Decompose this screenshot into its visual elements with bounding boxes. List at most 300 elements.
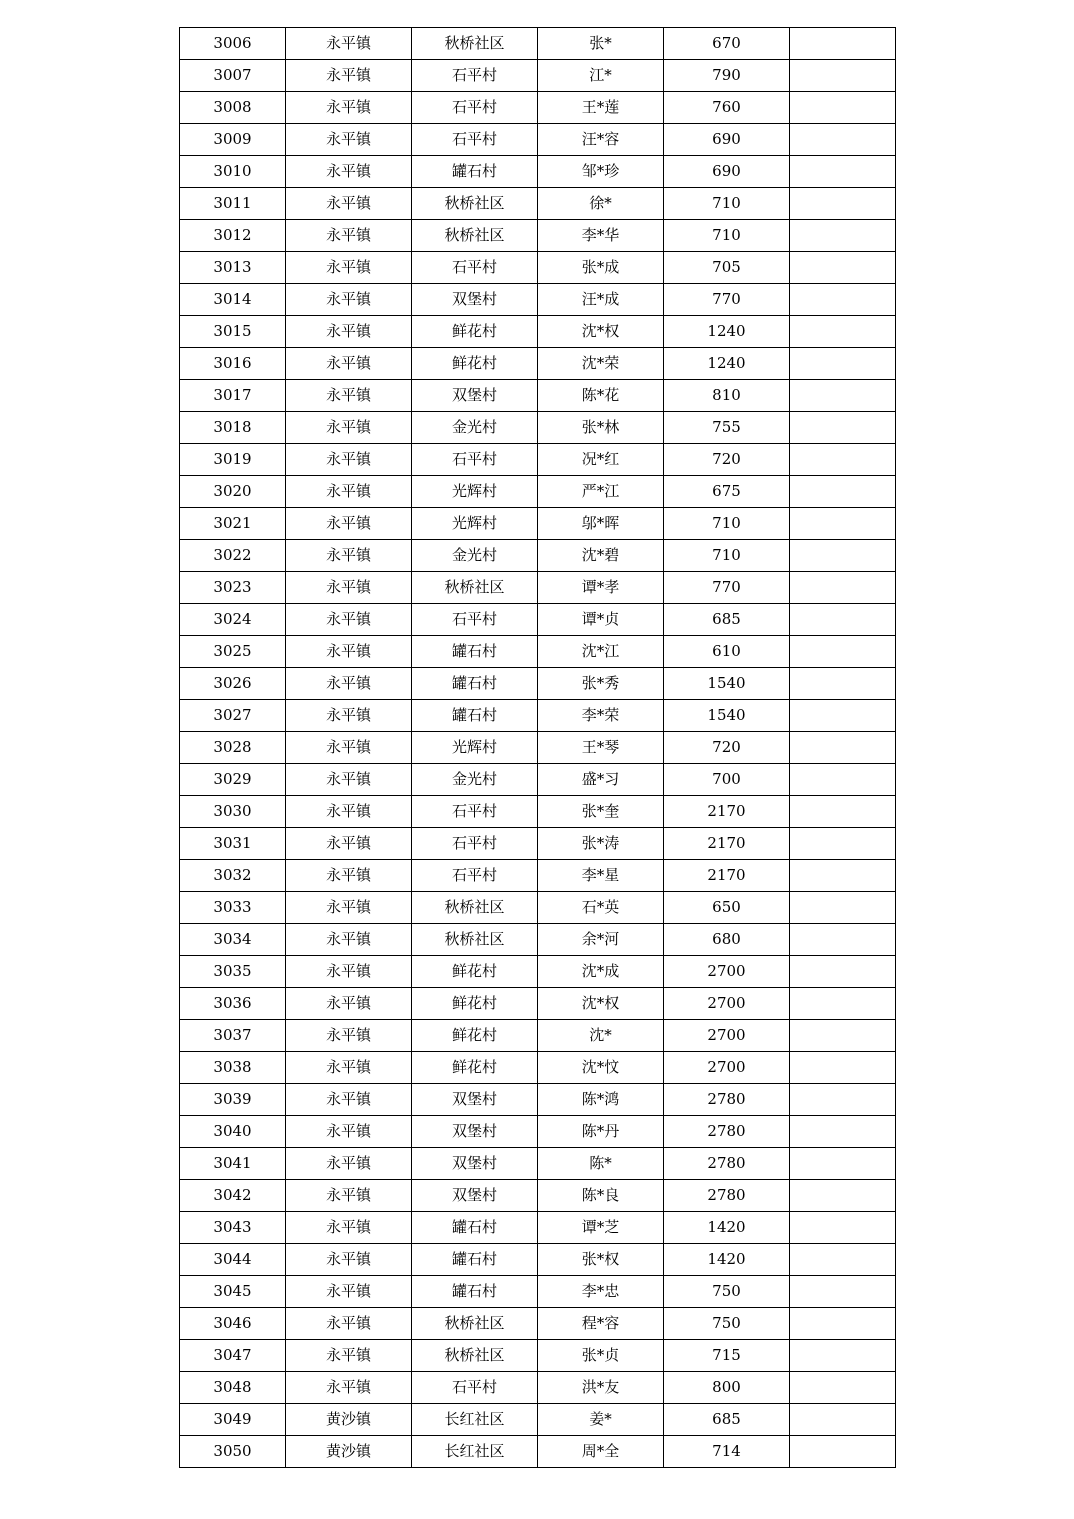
cell-serial-number: 3016 <box>180 348 286 380</box>
data-table <box>179 27 896 1468</box>
cell-serial-number: 3035 <box>180 956 286 988</box>
cell-name: 沈*权 <box>538 316 664 348</box>
cell-name: 沈*江 <box>538 636 664 668</box>
cell-name: 王*莲 <box>538 92 664 124</box>
table-row <box>180 604 896 636</box>
cell-serial-number: 3017 <box>180 380 286 412</box>
table-row <box>180 220 896 252</box>
cell-village: 金光村 <box>412 764 538 796</box>
cell-village: 秋桥社区 <box>412 924 538 956</box>
table-row <box>180 732 896 764</box>
cell-amount: 675 <box>664 476 790 508</box>
table-row <box>180 1436 896 1468</box>
cell-name: 沈*成 <box>538 956 664 988</box>
cell-name: 石*英 <box>538 892 664 924</box>
cell-name: 张*奎 <box>538 796 664 828</box>
cell-serial-number: 3038 <box>180 1052 286 1084</box>
cell-town: 永平镇 <box>286 188 412 220</box>
cell-town: 永平镇 <box>286 540 412 572</box>
cell-note <box>790 892 896 924</box>
cell-serial-number: 3010 <box>180 156 286 188</box>
cell-amount: 2780 <box>664 1084 790 1116</box>
cell-note <box>790 796 896 828</box>
cell-name: 张*林 <box>538 412 664 444</box>
cell-serial-number: 3032 <box>180 860 286 892</box>
cell-town: 永平镇 <box>286 508 412 540</box>
table-row <box>180 508 896 540</box>
cell-name: 王*琴 <box>538 732 664 764</box>
cell-town: 永平镇 <box>286 764 412 796</box>
table-row <box>180 540 896 572</box>
cell-name: 汪*容 <box>538 124 664 156</box>
cell-note <box>790 1180 896 1212</box>
cell-name: 张*成 <box>538 252 664 284</box>
table-row <box>180 252 896 284</box>
cell-town: 黄沙镇 <box>286 1404 412 1436</box>
cell-note <box>790 220 896 252</box>
cell-note <box>790 252 896 284</box>
cell-serial-number: 3046 <box>180 1308 286 1340</box>
cell-name: 严*江 <box>538 476 664 508</box>
cell-note <box>790 1404 896 1436</box>
cell-town: 永平镇 <box>286 1372 412 1404</box>
cell-name: 洪*友 <box>538 1372 664 1404</box>
cell-note <box>790 732 896 764</box>
cell-serial-number: 3040 <box>180 1116 286 1148</box>
cell-amount: 750 <box>664 1276 790 1308</box>
cell-amount: 2780 <box>664 1116 790 1148</box>
table-row <box>180 348 896 380</box>
table-row <box>180 1116 896 1148</box>
cell-town: 永平镇 <box>286 1276 412 1308</box>
cell-town: 永平镇 <box>286 60 412 92</box>
table-row <box>180 316 896 348</box>
cell-name: 沈* <box>538 1020 664 1052</box>
cell-serial-number: 3045 <box>180 1276 286 1308</box>
cell-note <box>790 284 896 316</box>
cell-name: 张*贞 <box>538 1340 664 1372</box>
cell-name: 姜* <box>538 1404 664 1436</box>
cell-serial-number: 3026 <box>180 668 286 700</box>
cell-amount: 2170 <box>664 828 790 860</box>
cell-village: 长红社区 <box>412 1436 538 1468</box>
cell-note <box>790 828 896 860</box>
table-row <box>180 1020 896 1052</box>
cell-town: 永平镇 <box>286 1212 412 1244</box>
cell-note <box>790 956 896 988</box>
cell-amount: 610 <box>664 636 790 668</box>
cell-amount: 2170 <box>664 860 790 892</box>
cell-village: 双堡村 <box>412 380 538 412</box>
cell-name: 李*忠 <box>538 1276 664 1308</box>
cell-note <box>790 1340 896 1372</box>
cell-village: 石平村 <box>412 124 538 156</box>
cell-village: 罐石村 <box>412 668 538 700</box>
cell-amount: 720 <box>664 444 790 476</box>
cell-amount: 770 <box>664 284 790 316</box>
cell-village: 鲜花村 <box>412 348 538 380</box>
cell-name: 陈*丹 <box>538 1116 664 1148</box>
cell-town: 永平镇 <box>286 636 412 668</box>
cell-name: 陈*花 <box>538 380 664 412</box>
table-row <box>180 860 896 892</box>
cell-note <box>790 668 896 700</box>
cell-village: 光辉村 <box>412 476 538 508</box>
cell-village: 秋桥社区 <box>412 1340 538 1372</box>
cell-note <box>790 316 896 348</box>
cell-note <box>790 1148 896 1180</box>
cell-serial-number: 3044 <box>180 1244 286 1276</box>
table-body <box>180 28 896 1468</box>
table-row <box>180 1340 896 1372</box>
cell-serial-number: 3034 <box>180 924 286 956</box>
cell-village: 秋桥社区 <box>412 892 538 924</box>
table-row <box>180 796 896 828</box>
cell-serial-number: 3037 <box>180 1020 286 1052</box>
cell-amount: 2780 <box>664 1148 790 1180</box>
cell-village: 秋桥社区 <box>412 220 538 252</box>
cell-note <box>790 988 896 1020</box>
table-row <box>180 892 896 924</box>
cell-serial-number: 3014 <box>180 284 286 316</box>
cell-town: 永平镇 <box>286 316 412 348</box>
cell-serial-number: 3008 <box>180 92 286 124</box>
cell-note <box>790 124 896 156</box>
cell-serial-number: 3019 <box>180 444 286 476</box>
cell-note <box>790 156 896 188</box>
cell-amount: 2700 <box>664 1020 790 1052</box>
cell-town: 永平镇 <box>286 924 412 956</box>
cell-amount: 710 <box>664 220 790 252</box>
cell-amount: 690 <box>664 156 790 188</box>
cell-name: 程*容 <box>538 1308 664 1340</box>
cell-serial-number: 3009 <box>180 124 286 156</box>
cell-name: 谭*孝 <box>538 572 664 604</box>
cell-name: 李*星 <box>538 860 664 892</box>
cell-village: 石平村 <box>412 92 538 124</box>
cell-serial-number: 3047 <box>180 1340 286 1372</box>
cell-serial-number: 3013 <box>180 252 286 284</box>
cell-village: 鲜花村 <box>412 956 538 988</box>
cell-serial-number: 3043 <box>180 1212 286 1244</box>
cell-village: 光辉村 <box>412 508 538 540</box>
cell-note <box>790 860 896 892</box>
cell-serial-number: 3048 <box>180 1372 286 1404</box>
cell-name: 汪*成 <box>538 284 664 316</box>
cell-amount: 2170 <box>664 796 790 828</box>
cell-serial-number: 3015 <box>180 316 286 348</box>
cell-serial-number: 3027 <box>180 700 286 732</box>
cell-name: 李*荣 <box>538 700 664 732</box>
table-row <box>180 476 896 508</box>
table-row <box>180 1148 896 1180</box>
cell-note <box>790 700 896 732</box>
cell-name: 周*全 <box>538 1436 664 1468</box>
table-row <box>180 988 896 1020</box>
cell-town: 永平镇 <box>286 380 412 412</box>
cell-town: 永平镇 <box>286 1052 412 1084</box>
cell-amount: 670 <box>664 28 790 60</box>
cell-name: 况*红 <box>538 444 664 476</box>
table-row <box>180 284 896 316</box>
table-row <box>180 700 896 732</box>
cell-amount: 714 <box>664 1436 790 1468</box>
table-row <box>180 1308 896 1340</box>
cell-amount: 1420 <box>664 1212 790 1244</box>
cell-note <box>790 1052 896 1084</box>
cell-town: 永平镇 <box>286 1340 412 1372</box>
cell-note <box>790 1244 896 1276</box>
cell-town: 永平镇 <box>286 1084 412 1116</box>
cell-village: 鲜花村 <box>412 316 538 348</box>
cell-town: 永平镇 <box>286 444 412 476</box>
cell-town: 永平镇 <box>286 668 412 700</box>
cell-village: 长红社区 <box>412 1404 538 1436</box>
cell-amount: 790 <box>664 60 790 92</box>
cell-town: 黄沙镇 <box>286 1436 412 1468</box>
cell-village: 罐石村 <box>412 1276 538 1308</box>
cell-town: 永平镇 <box>286 412 412 444</box>
cell-village: 石平村 <box>412 60 538 92</box>
cell-amount: 1540 <box>664 668 790 700</box>
table-row <box>180 956 896 988</box>
table-row <box>180 1276 896 1308</box>
cell-serial-number: 3030 <box>180 796 286 828</box>
table-row <box>180 380 896 412</box>
cell-note <box>790 1084 896 1116</box>
cell-amount: 715 <box>664 1340 790 1372</box>
cell-amount: 685 <box>664 604 790 636</box>
cell-village: 罐石村 <box>412 700 538 732</box>
cell-serial-number: 3007 <box>180 60 286 92</box>
table-row <box>180 636 896 668</box>
cell-amount: 1240 <box>664 348 790 380</box>
cell-name: 张*秀 <box>538 668 664 700</box>
cell-serial-number: 3025 <box>180 636 286 668</box>
cell-amount: 720 <box>664 732 790 764</box>
cell-village: 秋桥社区 <box>412 28 538 60</box>
cell-name: 陈* <box>538 1148 664 1180</box>
cell-name: 余*河 <box>538 924 664 956</box>
cell-note <box>790 92 896 124</box>
cell-amount: 700 <box>664 764 790 796</box>
cell-village: 金光村 <box>412 540 538 572</box>
cell-town: 永平镇 <box>286 796 412 828</box>
cell-town: 永平镇 <box>286 988 412 1020</box>
cell-amount: 760 <box>664 92 790 124</box>
cell-town: 永平镇 <box>286 1020 412 1052</box>
cell-town: 永平镇 <box>286 1308 412 1340</box>
cell-serial-number: 3012 <box>180 220 286 252</box>
cell-note <box>790 1116 896 1148</box>
cell-name: 沈*忟 <box>538 1052 664 1084</box>
cell-serial-number: 3033 <box>180 892 286 924</box>
cell-name: 徐* <box>538 188 664 220</box>
cell-town: 永平镇 <box>286 220 412 252</box>
cell-note <box>790 636 896 668</box>
table-row <box>180 156 896 188</box>
cell-name: 陈*鸿 <box>538 1084 664 1116</box>
cell-note <box>790 412 896 444</box>
cell-note <box>790 348 896 380</box>
cell-note <box>790 540 896 572</box>
cell-amount: 2700 <box>664 1052 790 1084</box>
cell-note <box>790 508 896 540</box>
cell-serial-number: 3028 <box>180 732 286 764</box>
table-row <box>180 1244 896 1276</box>
cell-serial-number: 3018 <box>180 412 286 444</box>
cell-amount: 1420 <box>664 1244 790 1276</box>
cell-note <box>790 1020 896 1052</box>
cell-name: 张* <box>538 28 664 60</box>
cell-amount: 750 <box>664 1308 790 1340</box>
cell-serial-number: 3042 <box>180 1180 286 1212</box>
cell-town: 永平镇 <box>286 92 412 124</box>
cell-village: 石平村 <box>412 860 538 892</box>
cell-village: 双堡村 <box>412 284 538 316</box>
cell-amount: 2700 <box>664 956 790 988</box>
table-row <box>180 1372 896 1404</box>
cell-note <box>790 1308 896 1340</box>
cell-name: 沈*荣 <box>538 348 664 380</box>
cell-serial-number: 3036 <box>180 988 286 1020</box>
cell-name: 盛*习 <box>538 764 664 796</box>
cell-serial-number: 3031 <box>180 828 286 860</box>
table-row <box>180 1084 896 1116</box>
table-row <box>180 92 896 124</box>
cell-name: 陈*良 <box>538 1180 664 1212</box>
cell-town: 永平镇 <box>286 348 412 380</box>
cell-amount: 1240 <box>664 316 790 348</box>
cell-name: 李*华 <box>538 220 664 252</box>
cell-village: 金光村 <box>412 412 538 444</box>
cell-town: 永平镇 <box>286 284 412 316</box>
cell-amount: 685 <box>664 1404 790 1436</box>
cell-serial-number: 3050 <box>180 1436 286 1468</box>
cell-village: 鲜花村 <box>412 1020 538 1052</box>
table-row <box>180 444 896 476</box>
cell-village: 秋桥社区 <box>412 188 538 220</box>
cell-note <box>790 1436 896 1468</box>
cell-town: 永平镇 <box>286 892 412 924</box>
cell-amount: 755 <box>664 412 790 444</box>
cell-note <box>790 188 896 220</box>
cell-amount: 1540 <box>664 700 790 732</box>
cell-town: 永平镇 <box>286 828 412 860</box>
cell-amount: 680 <box>664 924 790 956</box>
table-row <box>180 188 896 220</box>
cell-amount: 705 <box>664 252 790 284</box>
cell-serial-number: 3011 <box>180 188 286 220</box>
cell-name: 张*涛 <box>538 828 664 860</box>
table-row <box>180 1404 896 1436</box>
cell-village: 光辉村 <box>412 732 538 764</box>
cell-village: 双堡村 <box>412 1084 538 1116</box>
cell-note <box>790 764 896 796</box>
cell-village: 石平村 <box>412 796 538 828</box>
cell-village: 双堡村 <box>412 1148 538 1180</box>
cell-village: 石平村 <box>412 444 538 476</box>
cell-serial-number: 3039 <box>180 1084 286 1116</box>
table-row <box>180 572 896 604</box>
table-row <box>180 412 896 444</box>
cell-name: 谭*贞 <box>538 604 664 636</box>
cell-amount: 690 <box>664 124 790 156</box>
cell-note <box>790 60 896 92</box>
cell-name: 沈*碧 <box>538 540 664 572</box>
cell-name: 邹*珍 <box>538 156 664 188</box>
cell-serial-number: 3006 <box>180 28 286 60</box>
cell-village: 石平村 <box>412 828 538 860</box>
cell-name: 张*权 <box>538 1244 664 1276</box>
table-row <box>180 764 896 796</box>
cell-town: 永平镇 <box>286 860 412 892</box>
cell-note <box>790 604 896 636</box>
table-row <box>180 924 896 956</box>
cell-village: 石平村 <box>412 252 538 284</box>
cell-note <box>790 1372 896 1404</box>
table-row <box>180 60 896 92</box>
table-row <box>180 1052 896 1084</box>
cell-town: 永平镇 <box>286 1148 412 1180</box>
cell-amount: 650 <box>664 892 790 924</box>
cell-town: 永平镇 <box>286 476 412 508</box>
cell-name: 邬*晖 <box>538 508 664 540</box>
cell-note <box>790 572 896 604</box>
cell-note <box>790 28 896 60</box>
cell-town: 永平镇 <box>286 1180 412 1212</box>
cell-town: 永平镇 <box>286 1244 412 1276</box>
cell-village: 罐石村 <box>412 156 538 188</box>
cell-village: 双堡村 <box>412 1116 538 1148</box>
cell-village: 鲜花村 <box>412 1052 538 1084</box>
cell-note <box>790 924 896 956</box>
cell-serial-number: 3041 <box>180 1148 286 1180</box>
cell-town: 永平镇 <box>286 604 412 636</box>
cell-village: 罐石村 <box>412 1212 538 1244</box>
cell-town: 永平镇 <box>286 732 412 764</box>
cell-amount: 710 <box>664 508 790 540</box>
cell-note <box>790 380 896 412</box>
cell-amount: 2780 <box>664 1180 790 1212</box>
table-row <box>180 1212 896 1244</box>
cell-serial-number: 3049 <box>180 1404 286 1436</box>
cell-town: 永平镇 <box>286 700 412 732</box>
cell-town: 永平镇 <box>286 124 412 156</box>
cell-serial-number: 3023 <box>180 572 286 604</box>
cell-amount: 2700 <box>664 988 790 1020</box>
cell-town: 永平镇 <box>286 572 412 604</box>
cell-name: 沈*权 <box>538 988 664 1020</box>
cell-town: 永平镇 <box>286 28 412 60</box>
cell-village: 罐石村 <box>412 636 538 668</box>
cell-village: 石平村 <box>412 1372 538 1404</box>
table-row <box>180 28 896 60</box>
cell-name: 江* <box>538 60 664 92</box>
cell-village: 秋桥社区 <box>412 572 538 604</box>
table-row <box>180 124 896 156</box>
cell-village: 罐石村 <box>412 1244 538 1276</box>
cell-amount: 770 <box>664 572 790 604</box>
cell-town: 永平镇 <box>286 956 412 988</box>
cell-note <box>790 1212 896 1244</box>
cell-town: 永平镇 <box>286 252 412 284</box>
cell-note <box>790 1276 896 1308</box>
cell-town: 永平镇 <box>286 1116 412 1148</box>
cell-amount: 800 <box>664 1372 790 1404</box>
cell-village: 石平村 <box>412 604 538 636</box>
cell-village: 鲜花村 <box>412 988 538 1020</box>
